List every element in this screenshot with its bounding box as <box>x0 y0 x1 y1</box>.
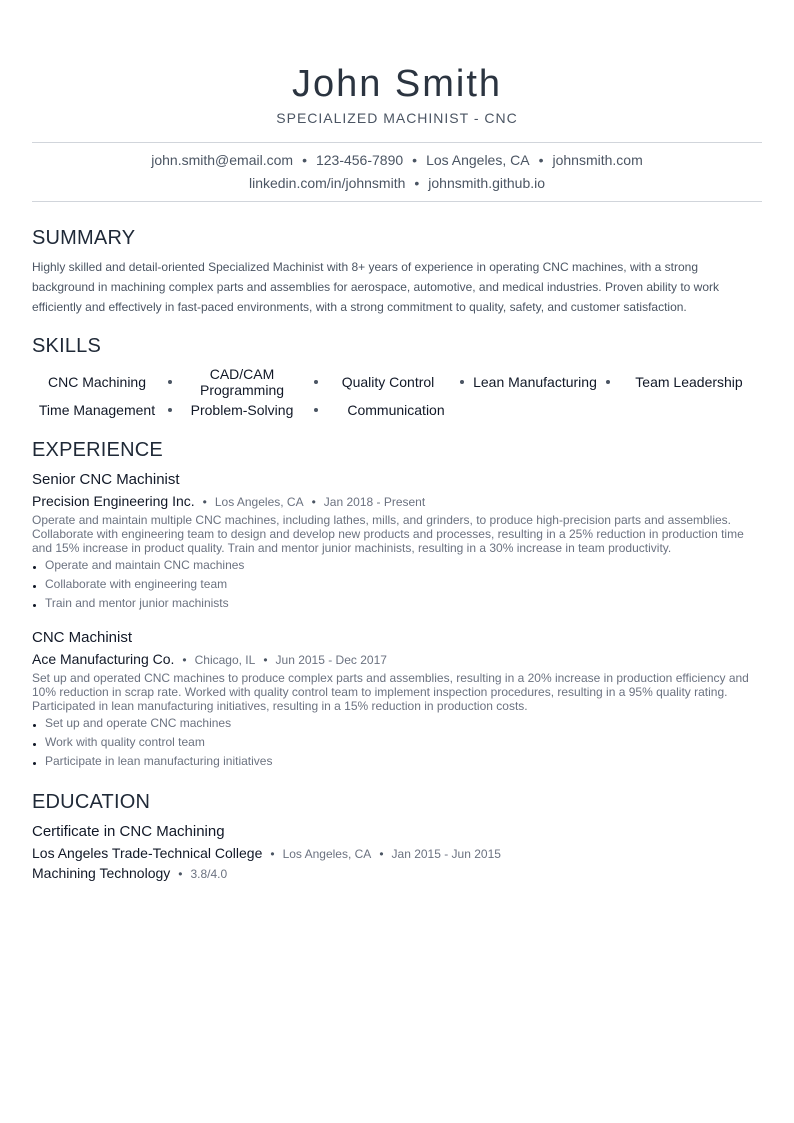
bullet-dot <box>33 566 36 569</box>
skill-item: Time Management <box>38 402 156 418</box>
education-field-line <box>32 865 227 881</box>
contact-line-2 <box>32 175 762 191</box>
job-company-line <box>32 651 387 667</box>
contact-line-1 <box>32 152 762 168</box>
job-company: Precision Engineering Inc. <box>32 493 195 509</box>
job-bullet-text: Set up and operate CNC machines <box>45 716 232 730</box>
job-bullet-list <box>32 714 272 771</box>
summary-text: Highly skilled and detail-oriented Specialized Machinist with 8+ years of experience in operating CNC machines, with a strong background in machining complex parts and assemblies for aerospace, automotive, and medical industries. Proven ability to work efficiently and effectively in fast-paced environments, with a strong commitment to quality, safety, and customer satisfaction. <box>32 260 720 314</box>
bullet-dot <box>33 585 36 588</box>
header-divider-top <box>32 142 762 143</box>
skill-item: Lean Manufacturing <box>473 374 597 390</box>
job-location: Chicago, IL <box>194 653 256 667</box>
skill-separator-dot <box>168 380 172 384</box>
education-heading: EDUCATION <box>32 791 151 813</box>
separator: • <box>182 653 187 667</box>
experience-heading: EXPERIENCE <box>32 439 163 461</box>
contact-website[interactable]: johnsmith.com <box>552 152 643 168</box>
candidate-name: John Smith <box>291 63 503 105</box>
job-company-line <box>32 493 425 509</box>
contact-email[interactable]: john.smith@email.com <box>151 152 294 168</box>
job-bullet <box>32 575 244 594</box>
skill-separator-dot <box>314 408 318 412</box>
skill-separator-dot <box>460 380 464 384</box>
candidate-title: SPECIALIZED MACHINIST - CNC <box>276 110 518 126</box>
bullet-dot <box>33 724 36 727</box>
separator: • <box>302 152 307 168</box>
separator: • <box>379 847 384 861</box>
job-bullet-text: Train and mentor junior machinists <box>45 596 229 610</box>
job-bullet-text: Participate in lean manufacturing initiatives <box>45 754 273 768</box>
contact-github[interactable]: johnsmith.github.io <box>428 175 546 191</box>
skill-separator-dot <box>606 380 610 384</box>
separator: • <box>178 867 183 881</box>
job-title: Senior CNC Machinist <box>32 471 180 488</box>
bullet-dot <box>33 762 36 765</box>
job-location: Los Angeles, CA <box>214 495 304 509</box>
job-bullet-text: Operate and maintain CNC machines <box>45 558 245 572</box>
job-bullet-list <box>32 556 244 613</box>
job-bullet <box>32 594 244 613</box>
job-bullet-text: Work with quality control team <box>45 735 205 749</box>
education-dates: Jan 2015 - Jun 2015 <box>391 847 501 861</box>
job-company: Ace Manufacturing Co. <box>32 651 175 667</box>
contact-linkedin[interactable]: linkedin.com/in/johnsmith <box>248 175 406 191</box>
job-description: Operate and maintain multiple CNC machines, including lathes, mills, and grinders, to produce high-precision parts and assemblies. Collaborate with engineering team to design and develop new products and processes, resulting in a 25% reduction in production time and 15% increase in product quality. Train and mentor junior machinists, resulting in a 30% increase in team productivity. <box>32 513 744 555</box>
bullet-dot <box>33 604 36 607</box>
skill-separator-dot <box>314 380 318 384</box>
job-description: Set up and operated CNC machines to produce complex parts and assemblies, resulting in a 20% increase in production efficiency and 10% reduction in scrap rate. Worked with quality control team to implement inspection procedures, resulting in a 95% quality rating. Participated in lean manufacturing initiatives, resulting in a 15% reduction in production costs. <box>32 671 749 713</box>
separator: • <box>202 495 207 509</box>
separator: • <box>538 152 544 168</box>
separator: • <box>414 175 420 191</box>
contact-phone[interactable]: 123-456-7890 <box>315 152 404 168</box>
education-degree: Certificate in CNC Machining <box>32 823 225 840</box>
job-bullet <box>32 752 272 771</box>
job-dates: Jun 2015 - Dec 2017 <box>275 653 387 667</box>
education-location: Los Angeles, CA <box>282 847 372 861</box>
skill-item: Quality Control <box>341 374 435 390</box>
skill-separator-dot <box>168 408 172 412</box>
skill-item: Communication <box>347 402 445 418</box>
skill-item: Team Leadership <box>635 374 743 390</box>
header-divider-bottom <box>32 201 762 202</box>
education-school: Los Angeles Trade-Technical College <box>32 845 263 861</box>
contact-location: Los Angeles, CA <box>426 152 530 168</box>
education-field: Machining Technology <box>32 865 171 881</box>
separator: • <box>270 847 275 861</box>
job-bullet <box>32 714 272 733</box>
separator: • <box>412 152 418 168</box>
job-dates: Jan 2018 - Present <box>323 495 426 509</box>
skill-item: CNC Machining <box>47 374 147 390</box>
summary-heading: SUMMARY <box>32 227 136 249</box>
job-bullet-text: Collaborate with engineering team <box>45 577 228 591</box>
bullet-dot <box>33 743 36 746</box>
job-title: CNC Machinist <box>32 629 133 646</box>
separator: • <box>263 653 268 667</box>
skills-heading: SKILLS <box>32 335 102 357</box>
job-bullet <box>32 733 272 752</box>
separator: • <box>311 495 316 509</box>
skill-item: CAD/CAM Programming <box>199 366 285 398</box>
skill-item: Problem-Solving <box>190 402 294 418</box>
job-bullet <box>32 556 244 575</box>
education-school-line <box>32 845 501 861</box>
education-gpa: 3.8/4.0 <box>190 867 228 881</box>
